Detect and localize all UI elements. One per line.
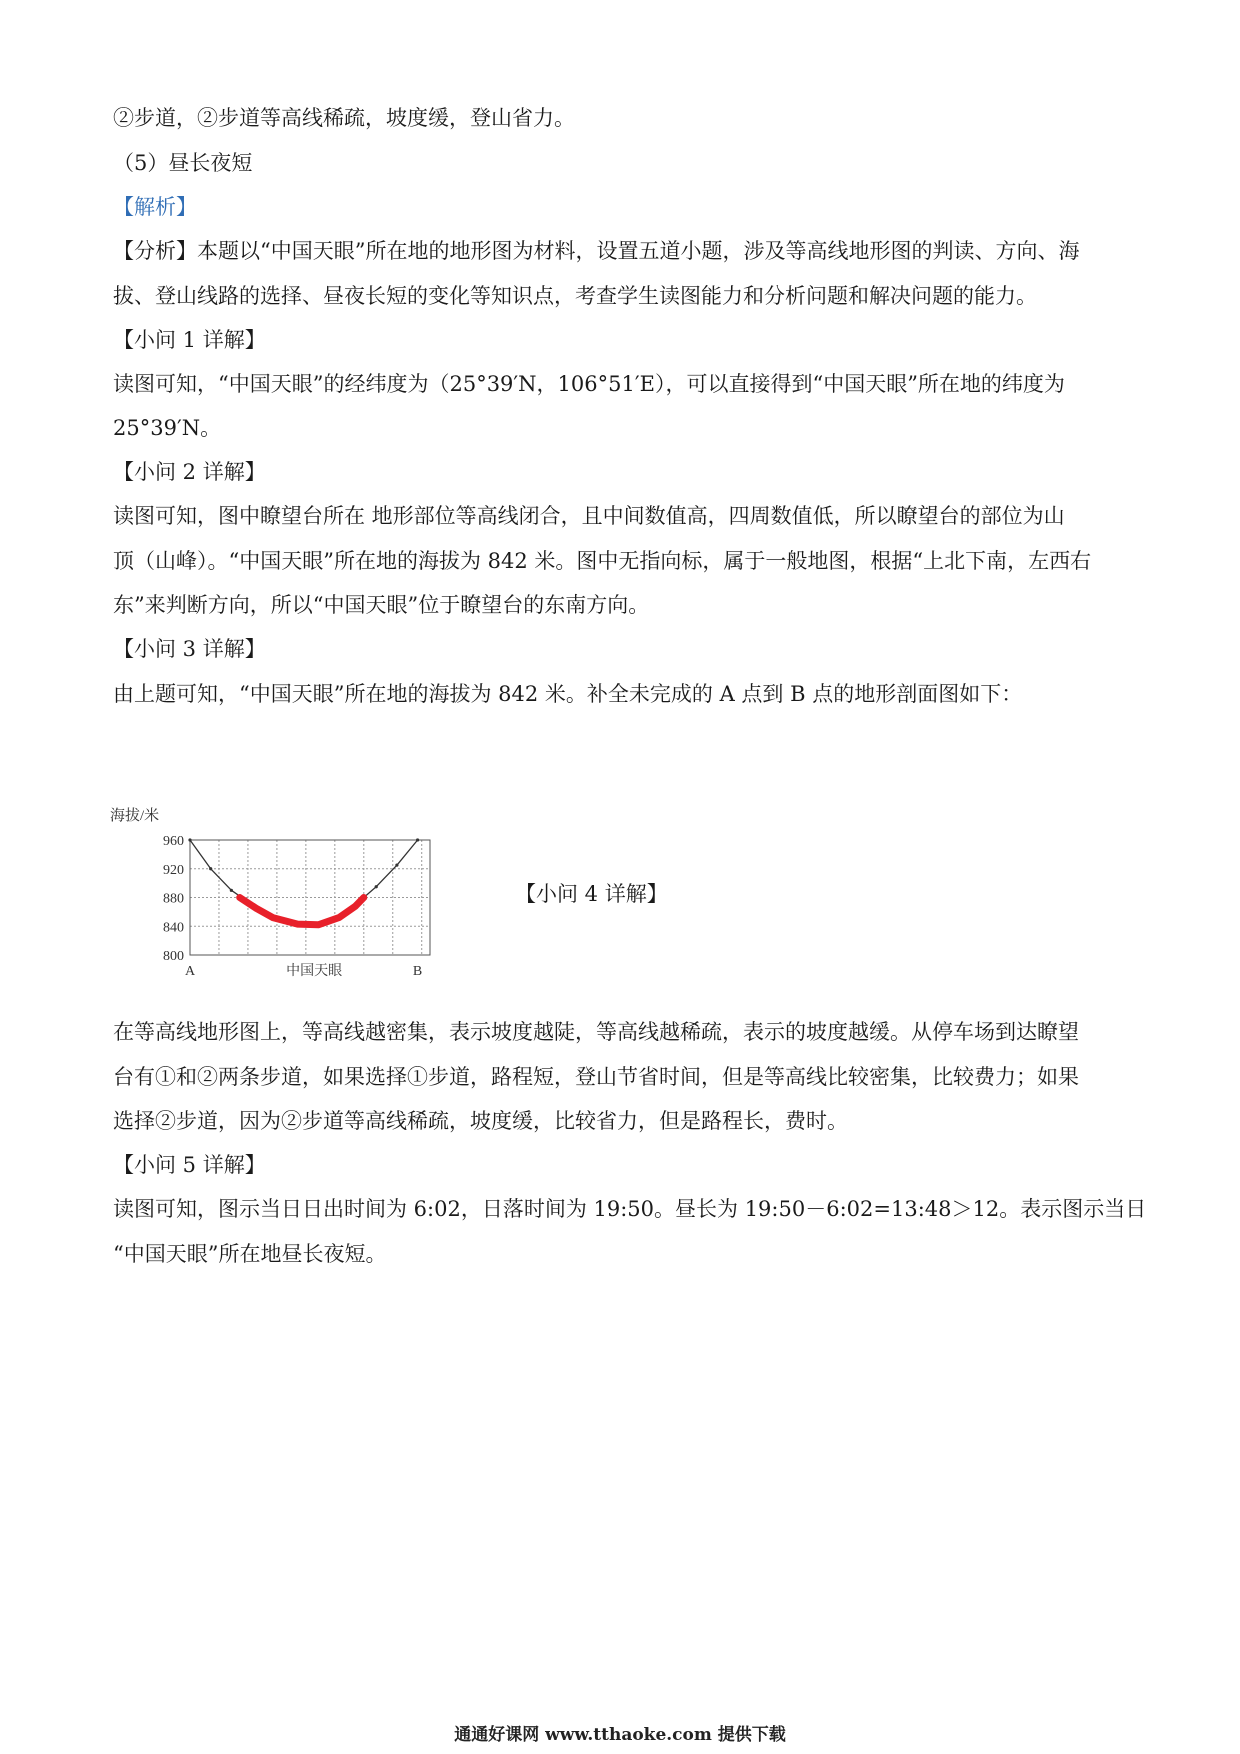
terrain-profile-chart <box>110 800 440 980</box>
answer-line-5: （5）昼长夜短 <box>113 151 253 175</box>
y-tick-label: 840 <box>163 920 184 936</box>
subquestion-4-heading: 【小问 4 详解】 <box>515 882 668 906</box>
subquestion-2-text-line-2: 顶（山峰）。“中国天眼”所在地的海拔为 842 米。图中无指向标，属于一般地图，根据“上北下南，左西右 <box>113 549 1092 573</box>
profile-point <box>375 885 378 888</box>
x-tick-label: A <box>184 964 196 979</box>
subquestion-3-heading: 【小问 3 详解】 <box>113 637 266 661</box>
section-heading-analysis: 【解析】 <box>113 195 197 219</box>
subquestion-3-text: 由上题可知，“中国天眼”所在地的海拔为 842 米。补全未完成的 A 点到 B 点的地形剖面图如下： <box>113 682 1023 706</box>
subquestion-4-text-line-2: 台有①和②两条步道，如果选择①步道，路程短，登山节省时间，但是等高线比较密集，比较费力；如果 <box>113 1065 1079 1089</box>
subquestion-2-text-line-3: 东”来判断方向，所以“中国天眼”位于瞭望台的东南方向。 <box>113 593 650 617</box>
profile-point <box>230 889 233 892</box>
subquestion-1-heading: 【小问 1 详解】 <box>113 328 266 352</box>
subquestion-1-text-line-1: 读图可知，“中国天眼”的经纬度为（25°39′N，106°51′E），可以直接得到“中国天眼”所在地的纬度为 <box>113 372 1065 396</box>
profile-point <box>416 838 419 841</box>
answer-line-4: ②步道，②步道等高线稀疏，坡度缓，登山省力。 <box>113 106 575 130</box>
completed-profile-line <box>240 898 364 925</box>
analysis-paragraph-line-2: 拔、登山线路的选择、昼夜长短的变化等知识点，考查学生读图能力和分析问题和解决问题的能力。 <box>113 284 1037 308</box>
subquestion-5-text-line-1: 读图可知，图示当日日出时间为 6:02，日落时间为 19:50。昼长为 19:50－6:02=13:48＞12。表示图示当日 <box>113 1197 1147 1221</box>
y-tick-label: 880 <box>163 891 184 907</box>
subquestion-2-text-line-1: 读图可知，图中瞭望台所在 地形部位等高线闭合，且中间数值高，四周数值低，所以瞭望台的部位为山 <box>113 504 1065 528</box>
profile-point <box>188 838 191 841</box>
subquestion-2-heading: 【小问 2 详解】 <box>113 460 266 484</box>
page-footer: 通通好课网 www.tthaoke.com 提供下载 <box>454 1725 786 1745</box>
subquestion-4-text-line-1: 在等高线地形图上，等高线越密集，表示坡度越陡，等高线越稀疏，表示的坡度越缓。从停车场到达瞭望 <box>113 1020 1079 1044</box>
subquestion-1-text-line-2: 25°39′N。 <box>113 416 222 440</box>
y-tick-label: 920 <box>163 862 184 878</box>
subquestion-4-text-line-3: 选择②步道，因为②步道等高线稀疏，坡度缓，比较省力，但是路程长，费时。 <box>113 1109 848 1133</box>
analysis-paragraph-line-1: 【分析】本题以“中国天眼”所在地的地形图为材料，设置五道小题，涉及等高线地形图的判读、方向、海 <box>113 239 1080 263</box>
y-tick-label: 960 <box>163 834 184 849</box>
profile-line <box>190 840 418 925</box>
x-tick-label: B <box>412 964 423 979</box>
y-tick-label: 800 <box>163 949 184 964</box>
y-axis-label: 海拔/米 <box>110 808 160 824</box>
subquestion-5-heading: 【小问 5 详解】 <box>113 1153 266 1177</box>
subquestion-5-text-line-2: “中国天眼”所在地昼长夜短。 <box>113 1242 387 1266</box>
profile-point <box>395 864 398 867</box>
x-tick-label: 中国天眼 <box>286 964 343 979</box>
profile-point <box>209 867 212 870</box>
